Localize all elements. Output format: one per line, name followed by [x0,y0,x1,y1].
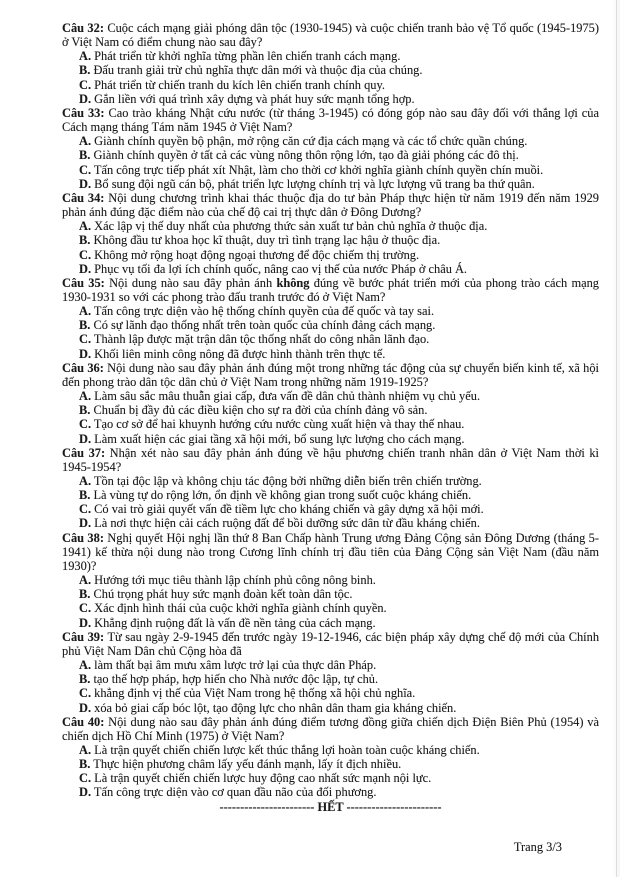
option-text: Gắn liền với quá trình xây dựng và phát huy sức mạnh tổng hợp. [94,91,415,106]
option-text: Là trận quyết chiến chiến lược huy động cao nhất sức mạnh nội lực. [94,771,432,786]
answer-option [62,573,599,587]
answer-option [62,672,599,686]
question-text: đúng về bước phát triển mới của phong trào cách mạng 1930-1931 so với các phong trào đấu tranh trước đó ở Việt Nam? [62,275,599,304]
answer-option [62,771,599,785]
option-text: Giành chính quyền bộ phận, mở rộng căn cứ địa cách mạng và các tổ chức quần chúng. [94,134,528,149]
question-stem [62,446,599,474]
option-text: Thực hiện phương châm lấy yếu đánh mạnh, lấy ít địch nhiều. [93,757,402,772]
option-text: Phát triển từ chiến tranh du kích lên chiến tranh chính quy. [94,77,385,92]
answer-option [62,248,599,262]
question-stem [62,106,599,134]
option-text: Bổ sung đội ngũ cán bộ, phát triển lực lượng chính trị và lực lượng vũ trang ba thứ quân. [94,176,535,191]
option-letter: D. [79,91,92,106]
answer-option [62,757,599,771]
option-letter: D. [79,431,92,446]
answer-option [62,432,599,446]
question-number: Câu 38: [62,530,104,545]
question-stem [62,630,599,658]
option-text: Làm xuất hiện các giai tầng xã hội mới, bổ sung lực lượng cho cách mạng. [94,431,465,446]
option-text: Không mở rộng hoạt động ngoại thương để độc chiếm thị trường. [94,247,420,262]
option-text: Là nơi thực hiện cải cách ruộng đất để bồi dưỡng sức dân từ đầu kháng chiến. [94,516,480,531]
option-text: Đấu tranh giải trừ chủ nghĩa thực dân mới và thuộc địa của chúng. [93,63,423,78]
option-letter: D. [79,516,92,531]
answer-option [62,474,599,488]
option-letter: C. [79,247,92,262]
option-text: Giành chính quyền ở tất cả các vùng nông thôn rộng lớn, tạo đà giải phóng các đô thị. [93,148,519,163]
option-letter: C. [79,502,92,517]
option-text: Chú trọng phát huy sức mạnh đoàn kết toàn dân tộc. [93,587,353,602]
option-letter: D. [79,700,92,715]
option-text: Tấn công trực diện vào hệ thống chính quyền của đế quốc và tay sai. [93,304,435,319]
option-text: Khối liên minh công nông đã được hình thành trên thực tế. [94,346,386,361]
option-text: Thành lập được mặt trận dân tộc thống nhất do công nhân lãnh đạo. [93,332,430,347]
question-text-emphasis: không [276,275,310,290]
question-block-37 [62,446,599,531]
option-text: Xác định hình thái của cuộc khởi nghĩa giành chính quyền. [94,601,387,616]
option-letter: C. [79,771,92,786]
option-letter: B. [79,757,91,772]
question-number: Câu 39: [62,629,105,644]
question-stem [62,276,599,304]
answer-option [62,49,599,63]
question-text: Nội dung chương trình khai thác thuộc địa do tư bản Pháp thực hiện từ năm 1919 đến năm 1929 phản ánh đúng đặc điểm nào của chế độ cai trị thực dân ở Đông Dương? [62,190,599,220]
option-letter: A. [79,573,92,588]
option-text: xóa bỏ giai cấp bóc lột, tạo động lực cho nhân dân tham gia kháng chiến. [94,700,457,715]
option-letter: C. [79,332,92,347]
answer-option [62,587,599,601]
question-block-38 [62,531,599,630]
option-letter: D. [79,785,92,800]
question-text: Nội dung nào sau đây phản ánh [109,275,277,290]
question-block-39 [62,630,599,715]
question-text: Nội dung nào sau đây phản ánh đúng điểm tương đồng giữa chiến dịch Điện Biên Phủ (1954) và chiến dịch Hồ Chí Minh (1975) ở Việt Nam? [62,714,599,743]
option-letter: B. [79,233,91,248]
question-number: Câu 32: [62,21,104,35]
option-letter: A. [79,658,92,673]
option-text: Là trận quyết chiến chiến lược kết thúc thắng lợi hoàn toàn cuộc kháng chiến. [94,742,480,757]
question-number: Câu 40: [62,714,105,729]
option-text: Có vai trò giải quyết vấn đề tiềm lực cho kháng chiến và gây dựng xã hội mới. [94,502,484,517]
option-letter: A. [79,389,92,404]
question-block-40 [62,715,599,800]
question-stem [62,361,599,389]
option-letter: D. [79,346,92,361]
scan-edge-line [616,0,617,877]
question-text: Nhận xét nào sau đây phản ánh đúng về hậu phương chiến tranh nhân dân ở Việt Nam thời kì 1945-1954? [62,445,599,474]
question-stem [62,531,599,573]
answer-option [62,601,599,615]
option-letter: B. [79,403,91,418]
answer-option [62,92,599,106]
option-letter: C. [79,417,92,432]
answer-option [62,686,599,700]
option-text: Hướng tới mục tiêu thành lập chính phủ công nông binh. [94,573,376,588]
question-text: Cao trào kháng Nhật cứu nước (từ tháng 3-1945) có đóng góp nào sau đây đối với thắng lợi của Cách mạng tháng Tám năm 1945 ở Việt Nam? [62,105,599,135]
question-block-34 [62,191,599,276]
answer-option [62,658,599,672]
option-letter: D. [79,176,92,191]
answer-option [62,318,599,332]
option-text: Phát triển từ khởi nghĩa từng phần lên chiến tranh cách mạng. [94,49,401,64]
answer-option [62,78,599,92]
option-letter: B. [79,488,91,503]
option-letter: A. [79,134,92,149]
option-letter: C. [79,686,92,701]
answer-option [62,516,599,530]
answer-option [62,134,599,148]
answer-option [62,177,599,191]
answer-option [62,332,599,346]
question-block-33 [62,106,599,191]
question-stem [62,715,599,743]
question-text: Từ sau ngày 2-9-1945 đến trước ngày 19-12-1946, các biện pháp xây dựng chế độ mới của Chính phủ Việt Nam Dân chủ Cộng hòa đã [62,629,600,658]
option-text: Chuẩn bị đầy đủ các điều kiện cho sự ra đời của chính đảng vô sản. [93,403,428,418]
option-text: làm thất bại âm mưu xâm lược trở lại của thực dân Pháp. [94,658,377,673]
option-letter: B. [79,587,91,602]
option-letter: D. [79,261,92,276]
option-letter: B. [79,63,91,78]
answer-option [62,389,599,403]
question-number: Câu 34: [62,190,105,205]
question-text: Cuộc cách mạng giải phóng dân tộc (1930-1945) và cuộc chiến tranh bảo vệ Tổ quốc (1945-1975) ở Việt Nam có điểm chung nào sau đây? [62,21,599,50]
exam-content [62,21,599,814]
option-text: Làm sâu sắc mâu thuẫn giai cấp, đưa vấn đề dân chủ thành nhiệm vụ chủ yếu. [94,389,481,404]
answer-option [62,219,599,233]
end-marker: ----------------------- HẾT ----------------------- [219,799,442,814]
page-number: Trang 3/3 [513,840,562,854]
answer-option [62,488,599,502]
option-text: Không đầu tư khoa học kĩ thuật, duy trì tình trạng lạc hậu ở thuộc địa. [93,233,441,248]
answer-option [62,148,599,162]
option-text: Tấn công trực diện vào cơ quan đầu não của đối phương. [93,785,377,800]
option-letter: A. [79,49,92,64]
option-text: Có sự lãnh đạo thống nhất trên toàn quốc của chính đảng cách mạng. [93,318,436,333]
option-text: Là vùng tự do rộng lớn, ổn định về không gian trong suốt cuộc kháng chiến. [93,488,472,503]
option-letter: A. [79,219,92,234]
option-text: Phục vụ tối đa lợi ích chính quốc, nâng cao vị thế của nước Pháp ở châu Á. [94,261,468,276]
answer-option [62,262,599,276]
question-block-35 [62,276,599,361]
answer-option [62,417,599,431]
question-text: Nghị quyết Hội nghị lần thứ 8 Ban Chấp hành Trung ương Đảng Cộng sản Đông Dương (tháng 5-1941) kế thừa nội dung nào trong Cương lĩnh chính trị đầu tiên của Đảng Cộng sản Việt Nam (đầu năm 1930)? [62,530,599,573]
answer-option [62,403,599,417]
option-letter: D. [79,615,92,630]
question-block-36 [62,361,599,446]
question-block-32 [62,21,599,106]
question-number: Câu 37: [62,445,106,460]
answer-option [62,502,599,516]
option-letter: A. [79,742,92,757]
question-number: Câu 36: [62,360,104,375]
option-letter: B. [79,148,91,163]
question-stem [62,191,599,219]
option-text: Tạo cơ sở để hai khuynh hướng cứu nước cùng xuất hiện và thay thế nhau. [93,417,465,432]
option-letter: A. [79,474,92,488]
option-letter: B. [79,318,91,333]
answer-option [62,743,599,757]
answer-option [62,63,599,77]
question-text: Nội dung nào sau đây phản ánh đúng một trong những tác động của sự chuyển biến kinh tế, xã hội đến phong trào dân tộc dân chủ ở Việt Nam trong những năm 1919-1925? [62,360,599,389]
option-text: khẳng định vị thế của Việt Nam trong hệ thống xã hội chủ nghĩa. [94,686,416,701]
question-number: Câu 35: [62,275,105,290]
option-letter: A. [79,304,92,319]
option-letter: B. [79,672,91,687]
answer-option [62,701,599,715]
option-text: Tồn tại độc lập và không chịu tác động bởi những diễn biến trên chiến trường. [93,474,482,488]
answer-option [62,785,599,799]
question-stem [62,21,599,49]
answer-option [62,163,599,177]
option-text: tạo thế hợp pháp, hợp hiến cho Nhà nước độc lập, tự chủ. [93,672,379,687]
question-number: Câu 33: [62,105,105,120]
option-letter: C. [79,77,92,92]
option-letter: C. [79,601,92,616]
answer-option [62,347,599,361]
answer-option [62,233,599,247]
answer-option [62,616,599,630]
option-letter: C. [79,162,92,177]
option-text: Khẳng định ruộng đất là vấn đề nền tảng của cách mạng. [94,615,376,630]
answer-option [62,304,599,318]
option-text: Tấn công trực tiếp phát xít Nhật, làm cho thời cơ khởi nghĩa giành chính quyền chín muồi. [93,162,544,177]
option-text: Xác lập vị thế duy nhất của phương thức sản xuất tư bản chủ nghĩa ở thuộc địa. [94,219,488,234]
